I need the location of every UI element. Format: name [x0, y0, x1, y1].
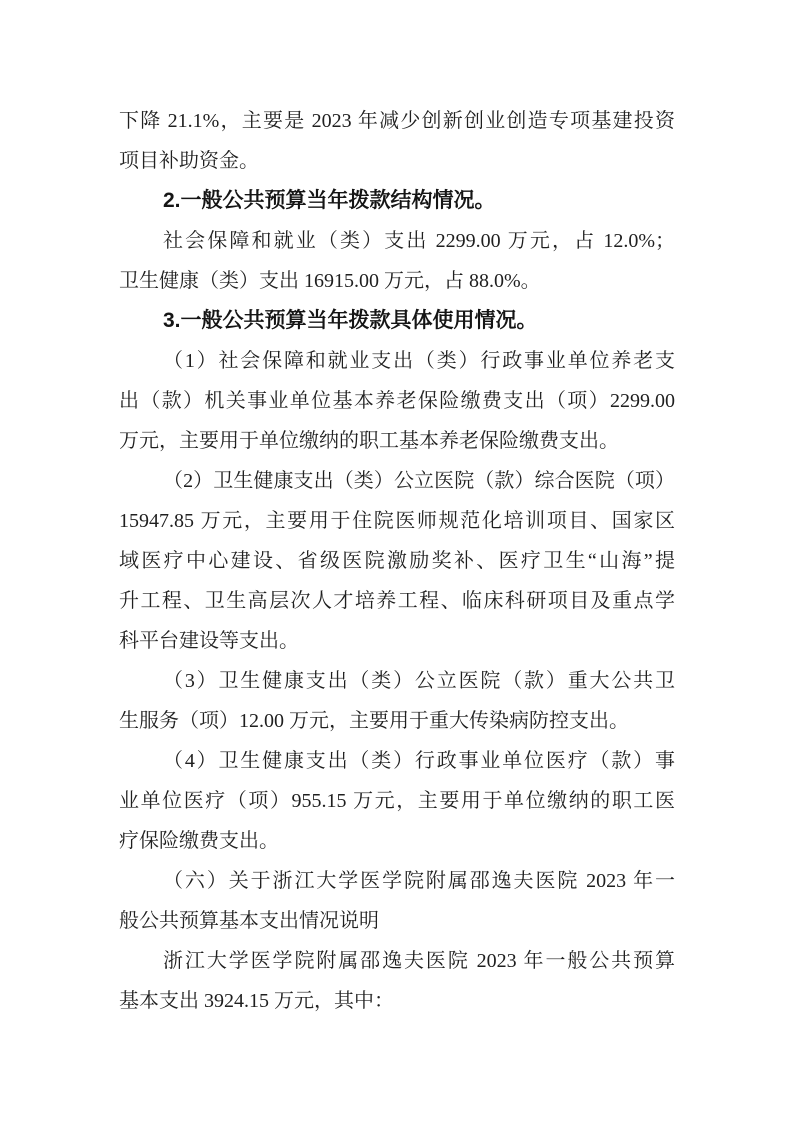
text-line: 般公共预算基本支出情况说明 [119, 910, 379, 932]
para-decrease-note-continuation [119, 101, 675, 181]
para-usage-item-3 [119, 661, 675, 741]
text-line: （4）卫生健康支出（类）行政事业单位医疗（款）事 [163, 750, 675, 772]
heading-funding-usage [119, 301, 675, 341]
document-content [119, 101, 675, 1021]
para-usage-item-1 [119, 341, 675, 461]
text-line: 生服务（项）12.00 万元，主要用于重大传染病防控支出。 [119, 710, 629, 732]
para-usage-item-4 [119, 741, 675, 861]
heading-section-six [119, 861, 675, 941]
text-line: 2.一般公共预算当年拨款结构情况。 [163, 189, 496, 212]
para-funding-structure [119, 221, 675, 301]
text-line: 3.一般公共预算当年拨款具体使用情况。 [163, 309, 538, 332]
text-line: 科平台建设等支出。 [119, 630, 299, 652]
text-line: 社会保障和就业（类）支出 2299.00 万元，占 12.0%； [163, 230, 675, 252]
text-line: 疗保险缴费支出。 [119, 830, 279, 852]
text-line: 卫生健康（类）支出 16915.00 万元，占 88.0%。 [119, 270, 541, 292]
text-line: 项目补助资金。 [119, 150, 259, 172]
text-line: 万元，主要用于单位缴纳的职工基本养老保险缴费支出。 [119, 430, 619, 452]
text-line: 出（款）机关事业单位基本养老保险缴费支出（项）2299.00 [119, 390, 675, 412]
text-line: 域医疗中心建设、省级医院激励奖补、医疗卫生“山海”提 [119, 550, 675, 572]
text-line: （2）卫生健康支出（类）公立医院（款）综合医院（项） [163, 470, 675, 492]
heading-funding-structure [119, 181, 675, 221]
text-line: （六）关于浙江大学医学院附属邵逸夫医院 2023 年一 [163, 870, 675, 892]
text-line: 浙江大学医学院附属邵逸夫医院 2023 年一般公共预算 [163, 950, 675, 972]
text-line: 下降 21.1%，主要是 2023 年减少创新创业创造专项基建投资 [119, 110, 675, 132]
para-usage-item-2 [119, 461, 675, 661]
text-line: 升工程、卫生高层次人才培养工程、临床科研项目及重点学 [119, 590, 675, 612]
text-line: 业单位医疗（项）955.15 万元，主要用于单位缴纳的职工医 [119, 790, 675, 812]
para-basic-expenditure [119, 941, 675, 1021]
text-line: （1）社会保障和就业支出（类）行政事业单位养老支 [163, 350, 675, 372]
text-line: （3）卫生健康支出（类）公立医院（款）重大公共卫 [163, 670, 675, 692]
text-line: 15947.85 万元，主要用于住院医师规范化培训项目、国家区 [119, 510, 675, 532]
text-line: 基本支出 3924.15 万元，其中： [119, 990, 394, 1012]
